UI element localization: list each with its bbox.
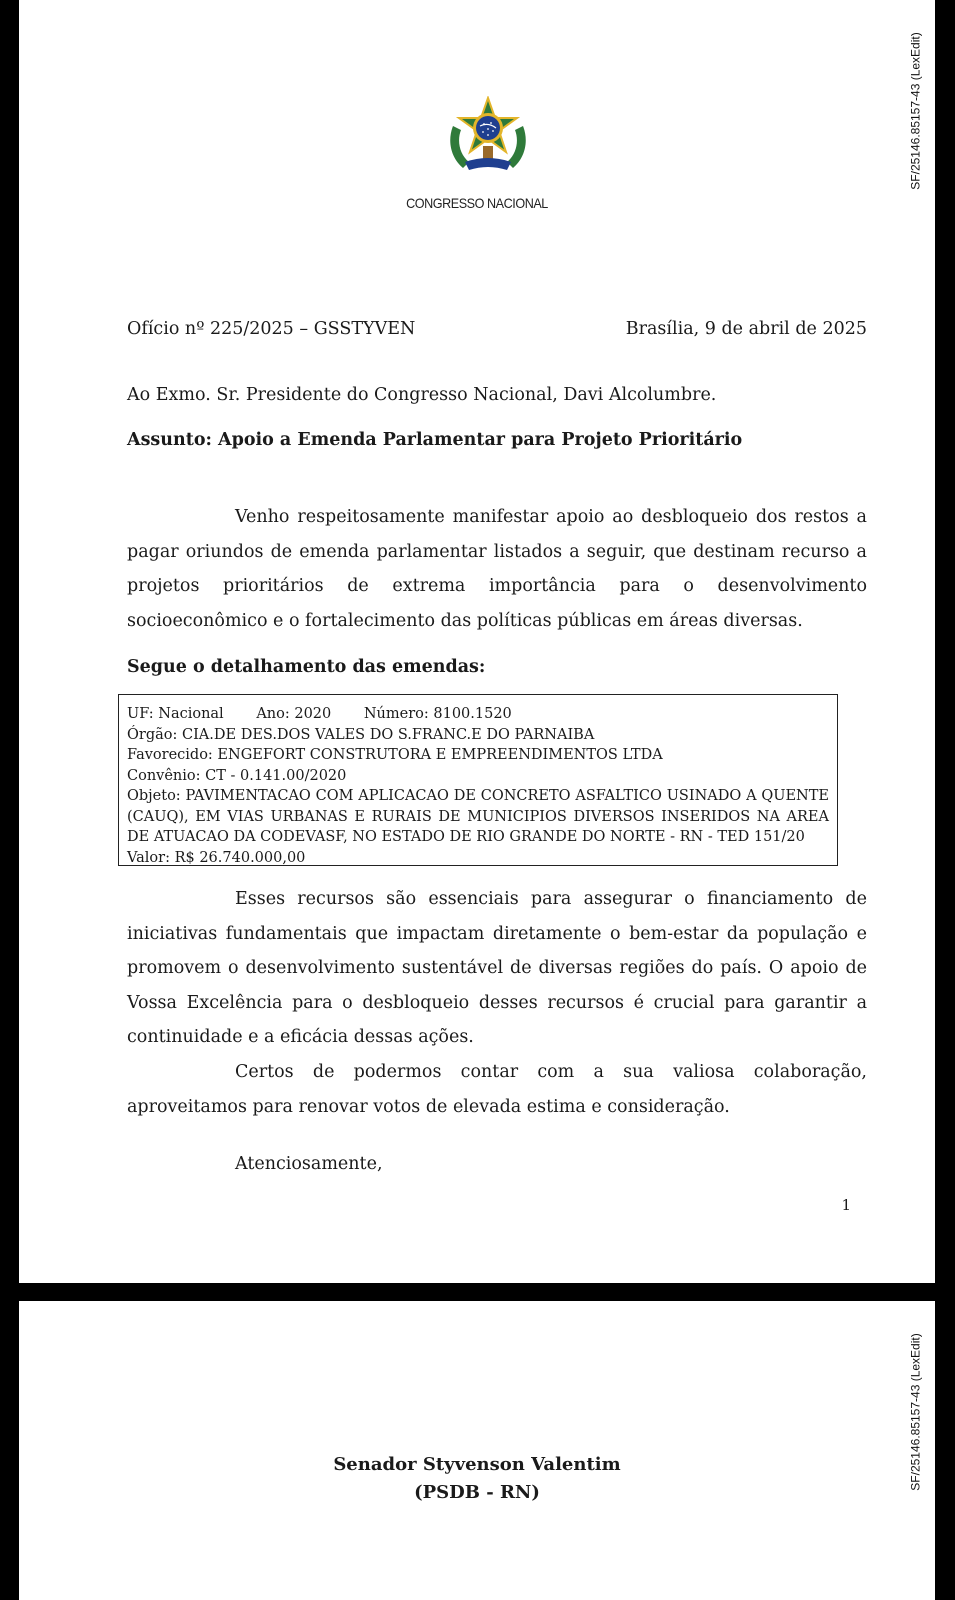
document-page-2 bbox=[19, 1301, 935, 1600]
amendment-beneficiary: Favorecido: ENGEFORT CONSTRUTORA E EMPREENDIMENTOS LTDA bbox=[127, 747, 663, 763]
document-page-1 bbox=[19, 0, 935, 1283]
amendment-agency: Órgão: CIA.DE DES.DOS VALES DO S.FRANC.E DO PARNAIBA bbox=[127, 726, 595, 743]
signatory-name: Senador Styvenson Valentim bbox=[333, 1454, 621, 1475]
amendment-object: Objeto: PAVIMENTACAO COM APLICACAO DE CONCRETO ASFALTICO USINADO A QUENTE (CAUQ), EM VIAS URBANAS E RURAIS DE MUNICIPIOS DIVERSOS INSERIDOS NA AREA DE ATUACAO DA CODEVASF, NO ESTADO DE RIO GRANDE DO NORTE - RN - TED 151/20 bbox=[127, 788, 829, 845]
amendment-uf: UF: Nacional bbox=[127, 706, 224, 722]
amendment-year: Ano: 2020 bbox=[256, 706, 332, 722]
side-stamp bbox=[901, 0, 931, 222]
side-stamp-text: SF/25146.85157-43 (LexEdit) bbox=[909, 1333, 923, 1491]
side-stamp-text: SF/25146.85157-43 (LexEdit) bbox=[909, 32, 923, 190]
addressee: Ao Exmo. Sr. Presidente do Congresso Nacional, Davi Alcolumbre. bbox=[127, 385, 717, 405]
institution-name: CONGRESSO NACIONAL bbox=[406, 195, 548, 211]
page-number: 1 bbox=[841, 1196, 851, 1214]
details-heading: Segue o detalhamento das emendas: bbox=[127, 657, 486, 677]
amendment-agreement: Convênio: CT - 0.141.00/2020 bbox=[127, 767, 347, 784]
coat-of-arms-icon bbox=[445, 96, 531, 180]
closing-salutation: Atenciosamente, bbox=[235, 1154, 383, 1174]
amendment-value: Valor: R$ 26.740.000,00 bbox=[127, 849, 306, 866]
subject-line: Assunto: Apoio a Emenda Parlamentar para Projeto Prioritário bbox=[127, 430, 743, 450]
amendment-details-box bbox=[118, 694, 838, 866]
office-reference: Ofício nº 225/2025 – GSSTYVEN bbox=[127, 319, 416, 339]
amendment-header-row bbox=[127, 704, 829, 725]
paragraph-resources: Esses recursos são essenciais para assegurar o financiamento de iniciativas fundamentais que impactam diretamente o bem-estar da população e promovem o desenvolvimento sustentável de diversas regiões do país. O apoio de Vossa Excelência para o desbloqueio desses recursos é crucial para garantir a continuidade e a eficácia dessas ações. bbox=[127, 889, 867, 1047]
signatory-party: (PSDB - RN) bbox=[414, 1482, 540, 1503]
amendment-number: Número: 8100.1520 bbox=[363, 706, 512, 722]
paragraph-intro: Venho respeitosamente manifestar apoio ao desbloqueio dos restos a pagar oriundos de emenda parlamentar listados a seguir, que destinam recurso a projetos prioritários de extrema importância para o desenvolvimento socioeconômico e o fortalecimento das políticas públicas em áreas diversas. bbox=[127, 507, 867, 631]
paragraph-closing: Certos de podermos contar com a sua valiosa colaboração, aproveitamos para renovar votos de elevada estima e consideração. bbox=[127, 1062, 867, 1117]
place-date: Brasília, 9 de abril de 2025 bbox=[625, 319, 867, 339]
